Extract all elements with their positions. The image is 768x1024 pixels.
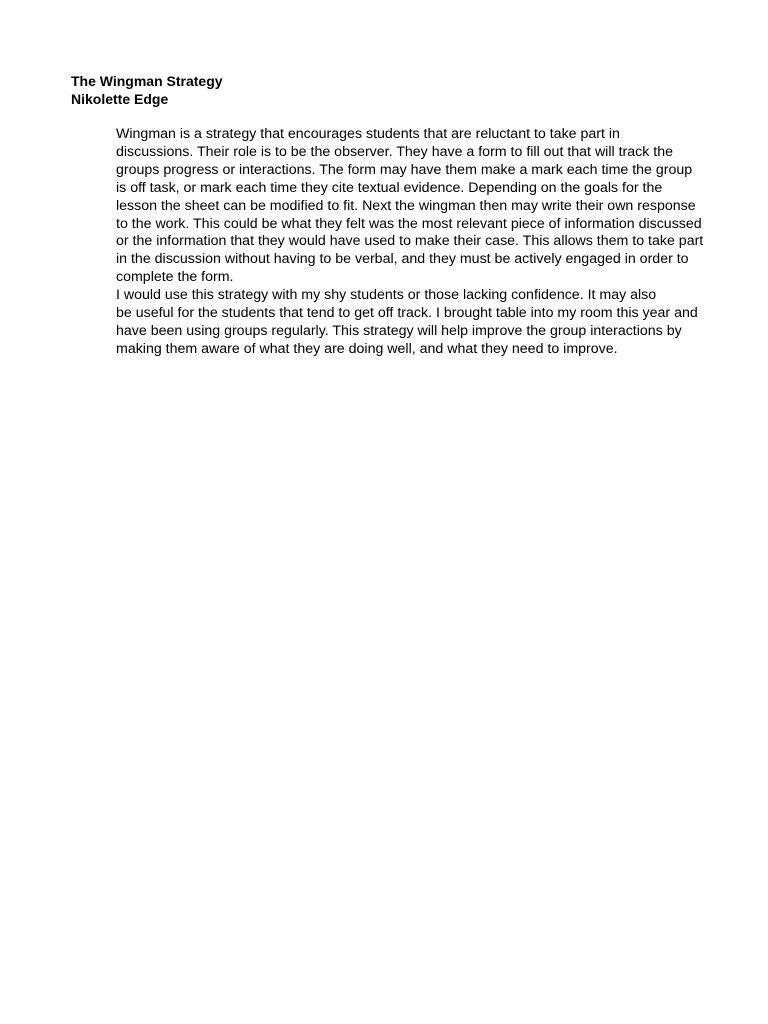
paragraph-2 xyxy=(71,287,697,359)
paragraph-line: or the information that they would have used to make their case. This allows them to take part xyxy=(116,233,704,250)
document-author: Nikolette Edge xyxy=(71,91,169,107)
paragraph-line: discussions. Their role is to be the observer. They have a form to fill out that will track the xyxy=(116,143,673,160)
document-page xyxy=(71,72,704,359)
document-body xyxy=(71,126,704,359)
paragraph-line: groups progress or interactions. The form may have them make a mark each time the group xyxy=(116,161,693,178)
paragraph-line: lesson the sheet can be modified to fit. Next the wingman then may write their own response xyxy=(116,197,696,214)
paragraph-line: be useful for the students that tend to get off track. I brought table into my room this year and xyxy=(116,305,698,322)
document-title: The Wingman Strategy xyxy=(71,73,223,89)
paragraph-line: I would use this strategy with my shy students or those lacking confidence. It may also xyxy=(116,287,657,304)
paragraph-line: in the discussion without having to be verbal, and they must be actively engaged in order to xyxy=(116,251,689,268)
paragraph-line: to the work. This could be what they felt was the most relevant piece of information discussed xyxy=(116,215,702,232)
paragraph-1 xyxy=(71,126,704,287)
paragraph-line: making them aware of what they are doing well, and what they need to improve. xyxy=(116,340,618,357)
paragraph-line: complete the form. xyxy=(116,269,234,286)
paragraph-line: Wingman is a strategy that encourages students that are reluctant to take part in xyxy=(116,126,620,142)
paragraph-line: is off task, or mark each time they cite textual evidence. Depending on the goals for the xyxy=(116,179,663,196)
paragraph-line: have been using groups regularly. This strategy will help improve the group interactions by xyxy=(116,322,682,339)
